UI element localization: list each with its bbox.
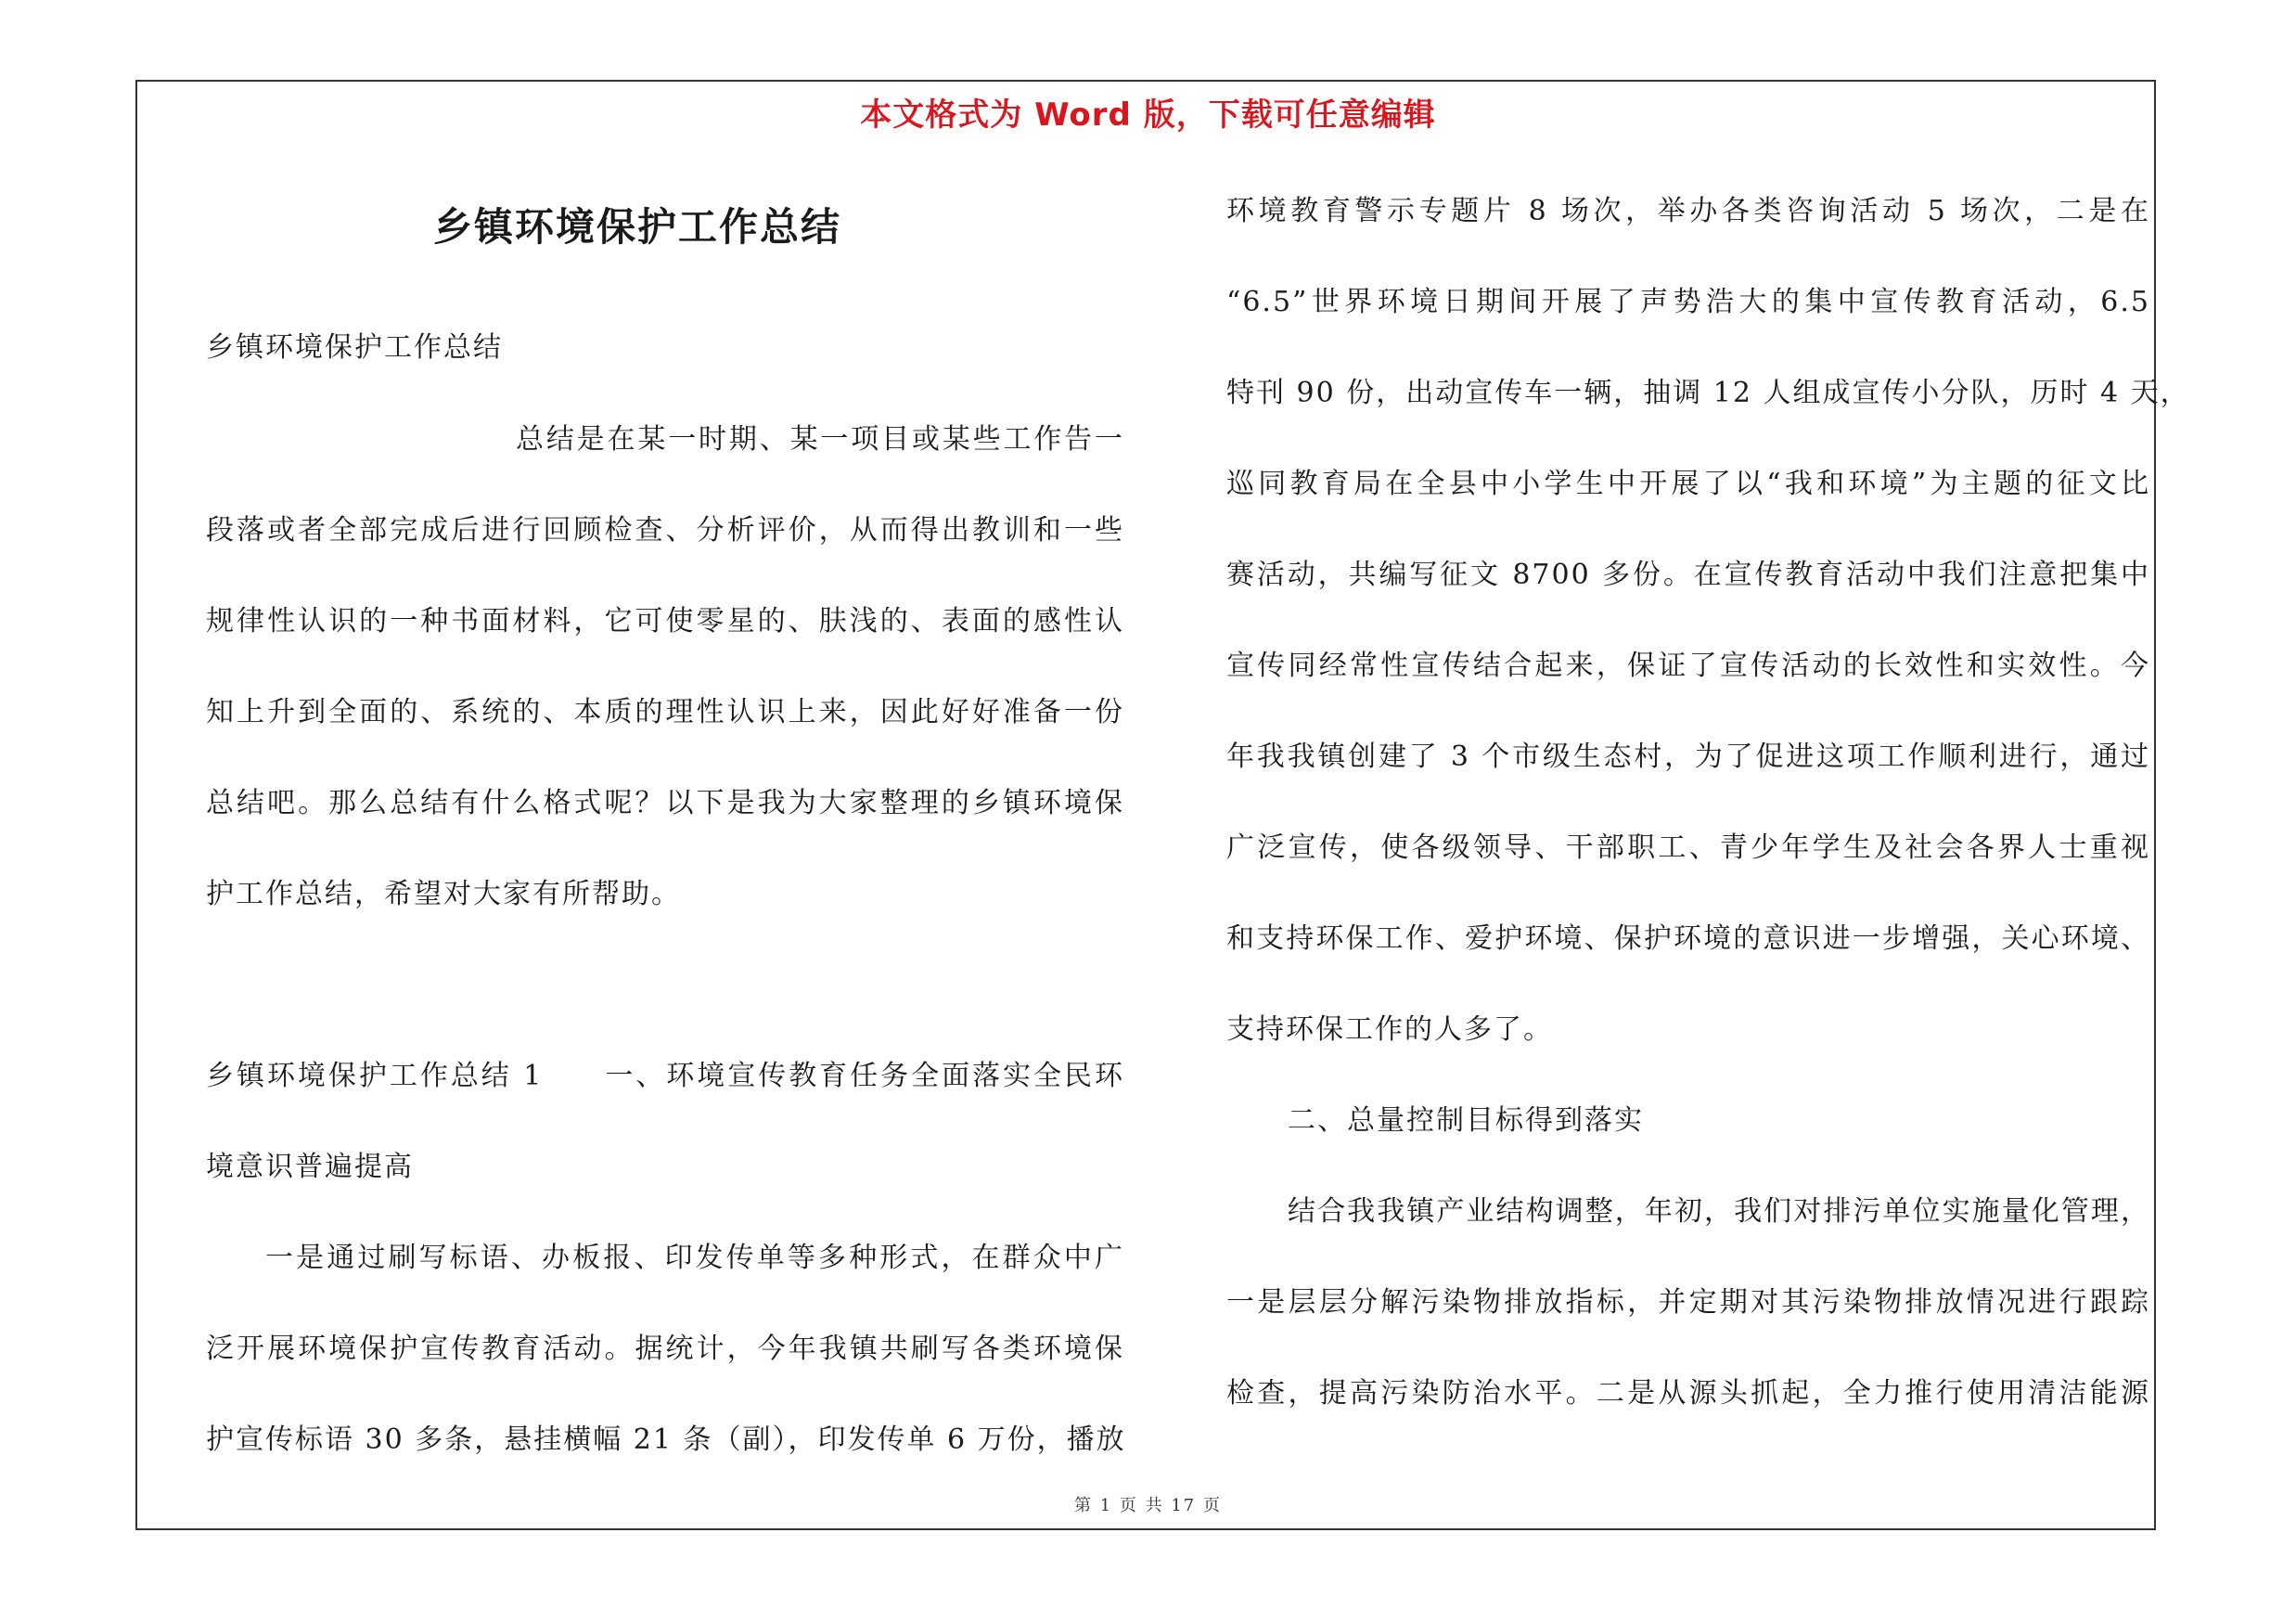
paragraph-line: 结合我我镇产业结构调整，年初，我们对排污单位实施量化管理， bbox=[1288, 1195, 2150, 1228]
subtitle-line: 乡镇环境保护工作总结 bbox=[206, 331, 503, 364]
paragraph-line: 特刊 90 份，出动宣传车一辆，抽调 12 人组成宣传小分队，历时 4 天， bbox=[1226, 377, 2190, 409]
section-heading-line: 二、总量控制目标得到落实 bbox=[1288, 1104, 1644, 1137]
paragraph-line: 检查，提高污染防治水平。二是从源头抓起，全力推行使用清洁能源 bbox=[1226, 1377, 2150, 1410]
paragraph-line: 总结是在某一时期、某一项目或某些工作告一 bbox=[516, 423, 1124, 456]
paragraph-line: 宣传同经常性宣传结合起来，保证了宣传活动的长效性和实效性。今 bbox=[1226, 650, 2150, 682]
section-heading-line: 乡镇环境保护工作总结 1 一、环境宣传教育任务全面落实全民环 bbox=[206, 1060, 1124, 1092]
paragraph-line: 总结吧。那么总结有什么格式呢？以下是我为大家整理的乡镇环境保 bbox=[206, 787, 1124, 819]
format-notice-banner: 本文格式为 Word 版，下载可任意编辑 bbox=[860, 97, 1436, 134]
paragraph-line: 泛开展环境保护宣传教育活动。据统计，今年我镇共刷写各类环境保 bbox=[206, 1333, 1124, 1365]
paragraph-line: 环境教育警示专题片 8 场次，举办各类咨询活动 5 场次，二是在 bbox=[1226, 195, 2150, 227]
paragraph-line: 护宣传标语 30 多条，悬挂横幅 21 条（副），印发传单 6 万份，播放 bbox=[206, 1423, 1126, 1456]
paragraph-line: 段落或者全部完成后进行回顾检查、分析评价，从而得出教训和一些 bbox=[206, 514, 1124, 547]
paragraph-line: 赛活动，共编写征文 8700 多份。在宣传教育活动中我们注意把集中 bbox=[1226, 559, 2150, 591]
paragraph-line: 广泛宣传，使各级领导、干部职工、青少年学生及社会各界人士重视 bbox=[1226, 831, 2150, 864]
paragraph-line: 知上升到全面的、系统的、本质的理性认识上来，因此好好准备一份 bbox=[206, 696, 1124, 728]
page-number-footer: 第 1 页 共 17 页 bbox=[1074, 1496, 1222, 1515]
paragraph-line: “6.5”世界环境日期间开展了声势浩大的集中宣传教育活动，6.5 bbox=[1226, 286, 2150, 318]
paragraph-line: 规律性认识的一种书面材料，它可使零星的、肤浅的、表面的感性认 bbox=[206, 605, 1124, 638]
paragraph-line: 和支持环保工作、爱护环境、保护环境的意识进一步增强，关心环境、 bbox=[1226, 922, 2150, 955]
paragraph-line: 巡同教育局在全县中小学生中开展了以“我和环境”为主题的征文比 bbox=[1226, 468, 2150, 500]
paragraph-line: 一是层层分解污染物排放指标，并定期对其污染物排放情况进行跟踪 bbox=[1226, 1286, 2150, 1319]
document-title: 乡镇环境保护工作总结 bbox=[432, 204, 841, 250]
paragraph-line: 一是通过刷写标语、办板报、印发传单等多种形式，在群众中广 bbox=[265, 1242, 1124, 1274]
paragraph-line: 护工作总结，希望对大家有所帮助。 bbox=[206, 878, 681, 910]
paragraph-line: 年我我镇创建了 3 个市级生态村，为了促进这项工作顺利进行，通过 bbox=[1226, 741, 2150, 773]
paragraph-line: 支持环保工作的人多了。 bbox=[1226, 1013, 1553, 1046]
section-heading-line: 境意识普遍提高 bbox=[206, 1151, 414, 1183]
